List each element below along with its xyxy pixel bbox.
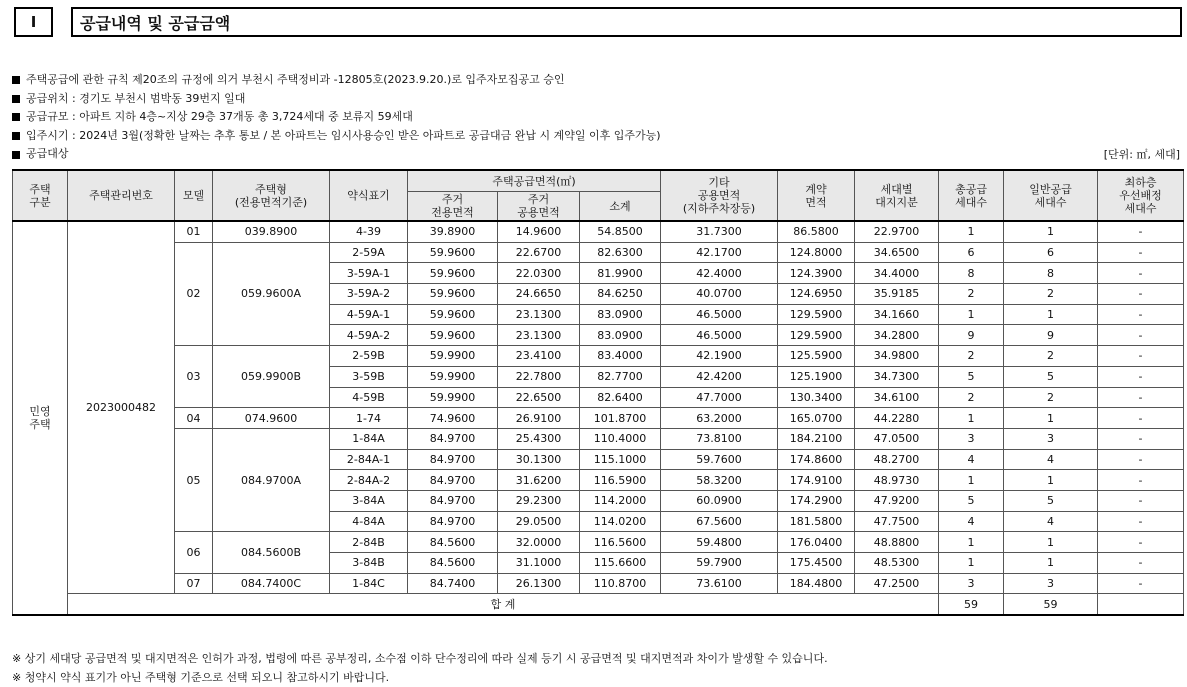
exclusive-area-cell: 59.9900 [408,366,498,387]
contract-area-cell: 129.5900 [778,325,855,346]
land-share-cell: 34.6100 [855,387,939,408]
footnote-area: ※ 상기 세대당 공급면적 및 대지면적은 인허가 과정, 법령에 따른 공부정리, 소수점 이하 단수정리에 따라 실제 등기 시 공급면적 및 대지면적과 차이가 발생할 수 있습니다. [12,652,828,665]
total-units-cell: 4 [939,511,1004,532]
exclusive-area-cell: 59.9600 [408,242,498,263]
header-model: 모델 [175,170,213,221]
other-area-cell: 42.1900 [661,346,778,367]
contract-area-cell: 176.0400 [778,532,855,553]
square-bullet-icon [12,95,20,103]
abbr-cell: 1-84C [330,573,408,594]
contract-area-cell: 86.5800 [778,221,855,242]
model-cell: 07 [175,573,213,594]
total-units-cell: 1 [939,408,1004,429]
subtotal-cell: 82.7700 [580,366,661,387]
contract-area-cell: 125.5900 [778,346,855,367]
common-area-cell: 23.1300 [498,325,580,346]
house-type-cell: 074.9600 [213,408,330,429]
general-units-cell: 3 [1004,573,1098,594]
exclusive-area-cell: 84.9700 [408,428,498,449]
total-units-cell: 1 [939,553,1004,574]
land-share-cell: 48.8800 [855,532,939,553]
priority-units-cell: - [1098,573,1184,594]
contract-area-cell: 125.1900 [778,366,855,387]
other-area-cell: 60.0900 [661,490,778,511]
subtotal-cell: 116.5900 [580,470,661,491]
header-land-share: 세대별 대지지분 [855,170,939,221]
common-area-cell: 22.7800 [498,366,580,387]
model-cell: 01 [175,221,213,242]
land-share-cell: 34.6500 [855,242,939,263]
priority-units-cell: - [1098,470,1184,491]
contract-area-cell: 184.2100 [778,428,855,449]
abbr-cell: 3-59A-2 [330,284,408,305]
general-units-cell: 3 [1004,428,1098,449]
subtotal-cell: 115.1000 [580,449,661,470]
priority-units-cell: - [1098,263,1184,284]
subtotal-cell: 82.6300 [580,242,661,263]
bullet-target: 공급대상 [12,145,1182,164]
general-units-cell: 5 [1004,366,1098,387]
abbr-cell: 3-84B [330,553,408,574]
land-share-cell: 48.2700 [855,449,939,470]
land-share-cell: 34.7300 [855,366,939,387]
header-priority-units: 최하층 우선배정 세대수 [1098,170,1184,221]
header-housing-kind: 주택 구분 [13,170,68,221]
total-units-cell: 2 [939,346,1004,367]
square-bullet-icon [12,113,20,121]
abbr-cell: 3-84A [330,490,408,511]
priority-units-cell: - [1098,490,1184,511]
general-units-cell: 1 [1004,408,1098,429]
bullet-approval: 주택공급에 관한 규칙 제20조의 규정에 의거 부천시 주택정비과 -12805호(2023.9.20.)로 입주자모집공고 승인 [12,71,1182,90]
house-type-cell: 084.9700A [213,428,330,531]
general-units-cell: 5 [1004,490,1098,511]
exclusive-area-cell: 84.9700 [408,470,498,491]
general-units-cell: 2 [1004,346,1098,367]
common-area-cell: 31.6200 [498,470,580,491]
priority-units-cell: - [1098,242,1184,263]
model-cell: 06 [175,532,213,573]
header-mgmt-no: 주택관리번호 [68,170,175,221]
contract-area-cell: 181.5800 [778,511,855,532]
square-bullet-icon [12,76,20,84]
exclusive-area-cell: 59.9900 [408,387,498,408]
exclusive-area-cell: 84.9700 [408,511,498,532]
square-bullet-icon [12,151,20,159]
abbr-cell: 1-74 [330,408,408,429]
land-share-cell: 34.4000 [855,263,939,284]
common-area-cell: 14.9600 [498,221,580,242]
exclusive-area-cell: 59.9900 [408,346,498,367]
total-units-cell: 5 [939,490,1004,511]
table-row [13,242,1184,263]
priority-units-cell: - [1098,428,1184,449]
total-label: 합 계 [68,594,939,615]
bullet-movein: 입주시기 : 2024년 3월(정확한 날짜는 추후 통보 / 본 아파트는 임시사용승인 받은 아파트로 공급대금 완납 시 계약일 이후 입주가능) [12,127,1182,146]
exclusive-area-cell: 59.9600 [408,325,498,346]
general-units-cell: 8 [1004,263,1098,284]
subtotal-cell: 83.0900 [580,325,661,346]
common-area-cell: 31.1000 [498,553,580,574]
footnote-selection: ※ 청약시 약식 표기가 아닌 주택형 기준으로 선택 되오니 참고하시기 바랍니다. [12,671,390,684]
other-area-cell: 59.4800 [661,532,778,553]
common-area-cell: 26.1300 [498,573,580,594]
other-area-cell: 46.5000 [661,304,778,325]
total-units-cell: 9 [939,325,1004,346]
abbr-cell: 4-59A-1 [330,304,408,325]
land-share-cell: 47.9200 [855,490,939,511]
total-units-cell: 8 [939,263,1004,284]
priority-units-cell: - [1098,304,1184,325]
common-area-cell: 29.2300 [498,490,580,511]
model-cell: 03 [175,346,213,408]
total-units-cell: 4 [939,449,1004,470]
header-general-units: 일반공급 세대수 [1004,170,1098,221]
other-area-cell: 42.1700 [661,242,778,263]
contract-area-cell: 124.8000 [778,242,855,263]
house-type-cell: 084.7400C [213,573,330,594]
other-area-cell: 63.2000 [661,408,778,429]
exclusive-area-cell: 84.9700 [408,490,498,511]
common-area-cell: 22.6500 [498,387,580,408]
subtotal-cell: 54.8500 [580,221,661,242]
unit-label: [단위: ㎡, 세대] [1103,148,1180,161]
subtotal-cell: 114.0200 [580,511,661,532]
general-units-cell: 1 [1004,470,1098,491]
header-abbr: 약식표기 [330,170,408,221]
contract-area-cell: 130.3400 [778,387,855,408]
total-units-sum: 59 [939,594,1004,615]
contract-area-cell: 124.3900 [778,263,855,284]
priority-units-cell: - [1098,284,1184,305]
subtotal-cell: 110.4000 [580,428,661,449]
contract-area-cell: 184.4800 [778,573,855,594]
subtotal-cell: 116.5600 [580,532,661,553]
contract-area-cell: 174.8600 [778,449,855,470]
priority-units-cell: - [1098,532,1184,553]
exclusive-area-cell: 39.8900 [408,221,498,242]
exclusive-area-cell: 59.9600 [408,284,498,305]
other-area-cell: 59.7600 [661,449,778,470]
common-area-cell: 25.4300 [498,428,580,449]
exclusive-area-cell: 84.5600 [408,532,498,553]
common-area-cell: 26.9100 [498,408,580,429]
exclusive-area-cell: 84.9700 [408,449,498,470]
header-supply-area: 주택공급면적(㎡) [408,170,661,192]
info-bullets [12,71,1182,164]
priority-units-cell: - [1098,553,1184,574]
priority-units-cell: - [1098,408,1184,429]
model-cell: 05 [175,428,213,531]
land-share-cell: 47.2500 [855,573,939,594]
section-title: 공급내역 및 공급금액 [71,7,1182,37]
supply-table [12,169,1184,616]
land-share-cell: 47.7500 [855,511,939,532]
general-units-cell: 6 [1004,242,1098,263]
land-share-cell: 34.2800 [855,325,939,346]
other-area-cell: 40.0700 [661,284,778,305]
square-bullet-icon [12,132,20,140]
abbr-cell: 4-59A-2 [330,325,408,346]
subtotal-cell: 81.9900 [580,263,661,284]
general-units-cell: 1 [1004,532,1098,553]
common-area-cell: 23.4100 [498,346,580,367]
house-type-cell: 039.8900 [213,221,330,242]
abbr-cell: 2-84B [330,532,408,553]
exclusive-area-cell: 59.9600 [408,304,498,325]
footnotes [12,649,828,687]
common-area-cell: 32.0000 [498,532,580,553]
table-row [13,428,1184,449]
header-house-type: 주택형 (전용면적기준) [213,170,330,221]
subtotal-cell: 114.2000 [580,490,661,511]
priority-units-cell: - [1098,325,1184,346]
general-units-cell: 4 [1004,511,1098,532]
total-units-cell: 1 [939,221,1004,242]
table-row [13,532,1184,553]
total-units-cell: 3 [939,573,1004,594]
priority-units-cell: - [1098,221,1184,242]
exclusive-area-cell: 84.7400 [408,573,498,594]
land-share-cell: 35.9185 [855,284,939,305]
bullet-location: 공급위치 : 경기도 부천시 범박동 39번지 일대 [12,90,1182,109]
general-units-cell: 9 [1004,325,1098,346]
table-row [13,221,1184,242]
general-units-cell: 1 [1004,221,1098,242]
other-area-cell: 46.5000 [661,325,778,346]
total-units-cell: 1 [939,532,1004,553]
exclusive-area-cell: 59.9600 [408,263,498,284]
other-area-cell: 42.4000 [661,263,778,284]
priority-units-cell: - [1098,449,1184,470]
header-common-area: 주거 공용면적 [498,192,580,222]
general-units-cell: 2 [1004,387,1098,408]
general-units-cell: 1 [1004,553,1098,574]
general-units-cell: 1 [1004,304,1098,325]
header-contract-area: 계약 면적 [778,170,855,221]
common-area-cell: 24.6650 [498,284,580,305]
priority-units-cell: - [1098,387,1184,408]
priority-units-cell: - [1098,346,1184,367]
contract-area-cell: 175.4500 [778,553,855,574]
mgmt-number-cell: 2023000482 [68,221,175,594]
general-units-cell: 4 [1004,449,1098,470]
land-share-cell: 47.0500 [855,428,939,449]
house-type-cell: 059.9900B [213,346,330,408]
exclusive-area-cell: 74.9600 [408,408,498,429]
abbr-cell: 2-84A-2 [330,470,408,491]
abbr-cell: 4-59B [330,387,408,408]
total-row [13,594,1184,615]
other-area-cell: 42.4200 [661,366,778,387]
other-area-cell: 59.7900 [661,553,778,574]
land-share-cell: 48.9730 [855,470,939,491]
total-units-cell: 5 [939,366,1004,387]
subtotal-cell: 110.8700 [580,573,661,594]
model-cell: 02 [175,242,213,345]
abbr-cell: 2-59B [330,346,408,367]
common-area-cell: 22.0300 [498,263,580,284]
common-area-cell: 30.1300 [498,449,580,470]
abbr-cell: 2-84A-1 [330,449,408,470]
table-row [13,346,1184,367]
subtotal-cell: 101.8700 [580,408,661,429]
land-share-cell: 44.2280 [855,408,939,429]
header-other-common: 기타 공용면적 (지하주차장등) [661,170,778,221]
contract-area-cell: 174.9100 [778,470,855,491]
common-area-cell: 23.1300 [498,304,580,325]
housing-kind-cell: 민영 주택 [13,221,68,615]
total-units-cell: 1 [939,470,1004,491]
other-area-cell: 67.5600 [661,511,778,532]
abbr-cell: 4-39 [330,221,408,242]
section-number: I [14,7,53,37]
total-units-cell: 3 [939,428,1004,449]
subtotal-cell: 84.6250 [580,284,661,305]
subtotal-cell: 115.6600 [580,553,661,574]
abbr-cell: 1-84A [330,428,408,449]
general-units-sum: 59 [1004,594,1098,615]
table-row [13,573,1184,594]
contract-area-cell: 174.2900 [778,490,855,511]
total-units-cell: 2 [939,284,1004,305]
house-type-cell: 059.9600A [213,242,330,345]
subtotal-cell: 83.4000 [580,346,661,367]
exclusive-area-cell: 84.5600 [408,553,498,574]
common-area-cell: 22.6700 [498,242,580,263]
header-total-units: 총공급 세대수 [939,170,1004,221]
land-share-cell: 34.9800 [855,346,939,367]
priority-units-cell: - [1098,511,1184,532]
other-area-cell: 47.7000 [661,387,778,408]
total-units-cell: 2 [939,387,1004,408]
contract-area-cell: 165.0700 [778,408,855,429]
contract-area-cell: 129.5900 [778,304,855,325]
total-units-cell: 6 [939,242,1004,263]
other-area-cell: 58.3200 [661,470,778,491]
common-area-cell: 29.0500 [498,511,580,532]
other-area-cell: 73.6100 [661,573,778,594]
model-cell: 04 [175,408,213,429]
subtotal-cell: 82.6400 [580,387,661,408]
section-header [14,7,1182,37]
other-area-cell: 31.7300 [661,221,778,242]
other-area-cell: 73.8100 [661,428,778,449]
priority-units-cell: - [1098,366,1184,387]
abbr-cell: 4-84A [330,511,408,532]
header-subtotal: 소계 [580,192,661,222]
general-units-cell: 2 [1004,284,1098,305]
bullet-scale: 공급규모 : 아파트 지하 4층~지상 29층 37개동 총 3,724세대 중 보류지 59세대 [12,108,1182,127]
total-units-cell: 1 [939,304,1004,325]
table-row [13,408,1184,429]
land-share-cell: 22.9700 [855,221,939,242]
priority-units-sum [1098,594,1184,615]
header-exclusive-area: 주거 전용면적 [408,192,498,222]
abbr-cell: 3-59B [330,366,408,387]
contract-area-cell: 124.6950 [778,284,855,305]
house-type-cell: 084.5600B [213,532,330,573]
land-share-cell: 34.1660 [855,304,939,325]
land-share-cell: 48.5300 [855,553,939,574]
subtotal-cell: 83.0900 [580,304,661,325]
abbr-cell: 2-59A [330,242,408,263]
abbr-cell: 3-59A-1 [330,263,408,284]
